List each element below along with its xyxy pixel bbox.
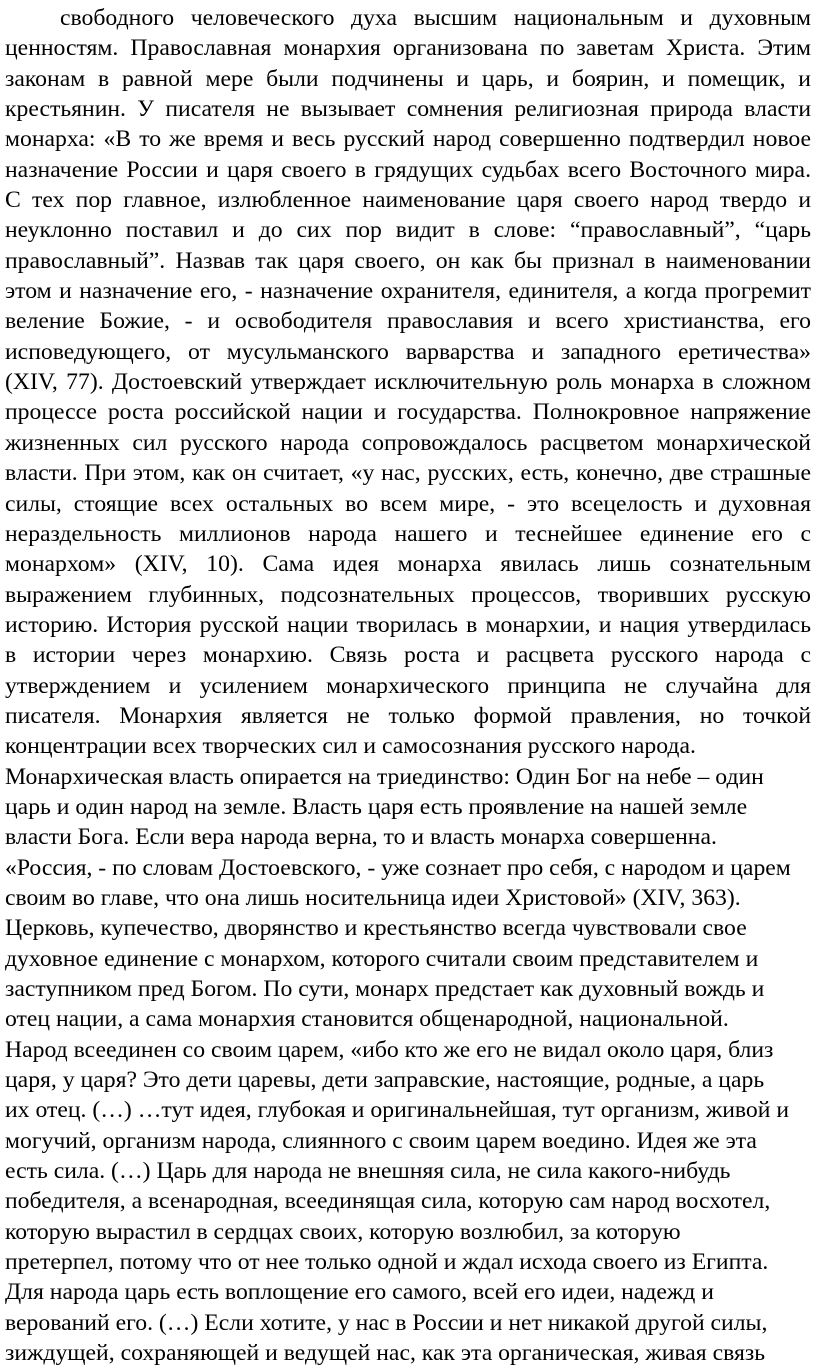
text-line: силы, стоящие всех остальных во всем мире, - это всецелость и духовная [5,490,811,517]
text-line: верований его. (…) Если хотите, у нас в России и нет никакой другой силы, [5,1309,768,1336]
justified-paragraph [5,3,811,731]
text-line: монарха: «В то же время и весь русский народ совершенно подтвердил новое [5,126,811,153]
text-line: православный”. Назвав так царя своего, он как бы признал в наименовании [5,247,811,274]
text-line: законам в равной мере были подчинены и царь, и боярин, и помещик, и [5,65,811,92]
text-line: царя, у царя? Это дети царевы, дети заправские, настоящие, родные, а царь [5,1067,765,1094]
text-line: власти Бога. Если вера народа верна, то и власть монарха совершенна. [5,824,717,851]
text-line: зиждущей, сохраняющей и ведущей нас, как эта органическая, живая связь [5,1340,766,1367]
text-line: в истории через монархию. Связь роста и расцвета русского народа с [5,642,811,669]
text-line: отец нации, а сама монархия становится общенародной, национальной. [5,1006,729,1033]
text-line: историю. История русской нации творилась в монархии, и нация утвердилась [5,611,811,638]
text-line: могучий, организм народа, слиянного с своим царем воедино. Идея же эта [5,1127,757,1154]
text-line: исповедующего, от мусульманского варварства и западного еретичества» [5,338,811,365]
text-line: неуклонно поставил и до сих пор видит в слове: “православный”, “царь [5,217,811,244]
text-line: монархом» (XIV, 10). Сама идея монарха явилась лишь сознательным [5,551,811,578]
text-line: ценностям. Православная монархия организована по заветам Христа. Этим [5,35,811,62]
plain-paragraph [5,731,811,1368]
text-line: их отец. (…) …тут идея, глубокая и оригинальнейшая, тут организм, живой и [5,1097,790,1124]
text-line: победителя, а всенародная, всеединящая сила, которую сам народ восхотел, [5,1188,771,1215]
text-line: есть сила. (…) Царь для народа не внешняя сила, не сила какого-нибудь [5,1158,731,1185]
text-line: процессе роста российской нации и государства. Полнокровное напряжение [5,399,811,426]
text-line: духовное единение с монархом, которого считали своим представителем и [5,945,759,972]
text-line: С тех пор главное, излюбленное наименование царя своего народ твердо и [5,187,811,214]
text-line: «Россия, - по словам Достоевского, - уже сознает про себя, с народом и царем [5,854,791,881]
text-line: Для народа царь есть воплощение его самого, всей его идеи, надежд и [5,1279,714,1306]
text-line: Народ всеединен со своим царем, «ибо кто же его не видал около царя, близ [5,1036,774,1063]
text-line: Церковь, купечество, дворянство и крестьянство всегда чувствовали свое [5,915,747,942]
text-line: претерпел, потому что от нее только одной и ждал исхода своего из Египта. [5,1249,769,1276]
text-line: крестьянин. У писателя не вызывает сомнения религиозная природа власти [5,96,811,123]
text-line: которую вырастил в сердцах своих, которую возлюбил, за которую [5,1218,681,1245]
text-line: Монархическая власть опирается на триединство: Один Бог на небе – один [5,763,764,790]
text-line: нераздельность миллионов народа нашего и теснейшее единение его с [5,520,811,547]
text-line: веление Божие, - и освободителя православия и всего христианства, его [5,308,811,335]
text-line: выражением глубинных, подсознательных процессов, творивших русскую [5,581,811,608]
text-line: царь и один народ на земле. Власть царя есть проявление на нашей земле [5,793,748,820]
text-line: назначение России и царя своего в грядущих судьбах всего Восточного мира. [5,156,811,183]
text-line: своим во главе, что она лишь носительница идеи Христовой» (XIV, 363). [5,884,741,911]
text-line: свободного человеческого духа высшим национальным и духовным [60,5,811,31]
text-line: этом и назначение его, - назначение охранителя, единителя, а когда прогремит [5,278,811,305]
text-line: заступником пред Богом. По сути, монарх предстает как духовный вождь и [5,976,765,1002]
text-line: концентрации всех творческих сил и самосознания русского народа. [5,733,696,760]
text-line: утверждением и усилением монархического принципа не случайна для [5,672,811,699]
text-line: жизненных сил русского народа сопровождалось расцветом монархической [5,429,811,456]
text-line: власти. При этом, как он считает, «у нас, русских, есть, конечно, две страшные [5,460,811,487]
text-line: (XIV, 77). Достоевский утверждает исключительную роль монарха в сложном [5,369,811,396]
text-line: писателя. Монархия является не только формой правления, но точкой [5,702,811,729]
